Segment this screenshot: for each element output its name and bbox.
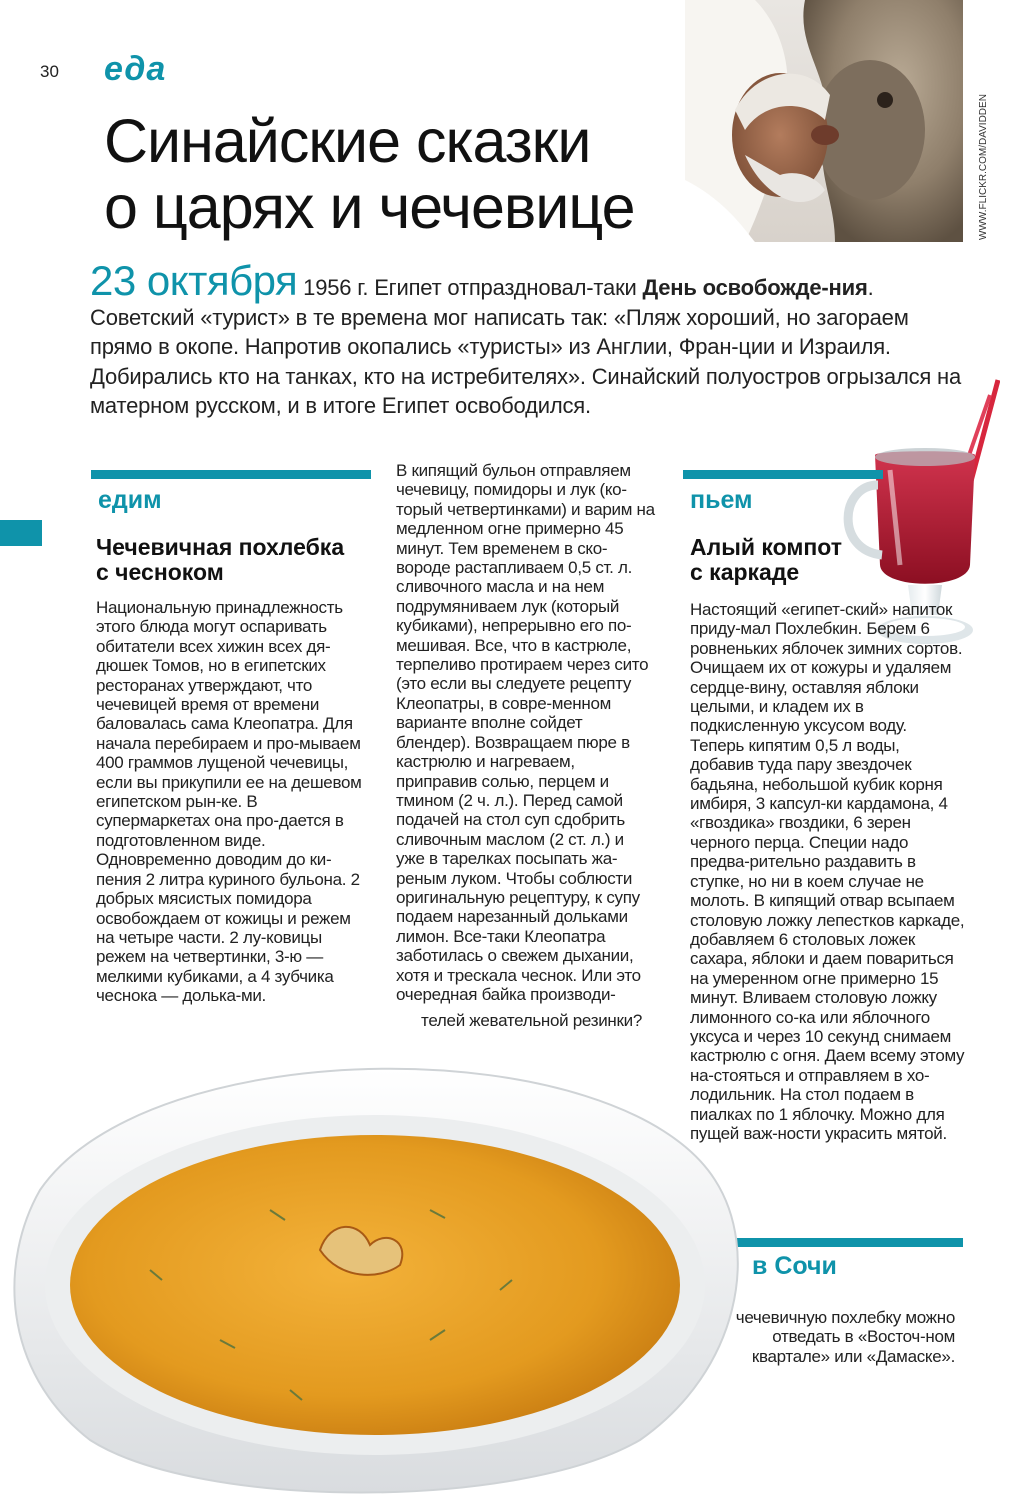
soup-text-part-1: Национальную принадлежность этого блюда могут оспаривать обитатели всех хижин всех дя-дюшек Томов, но в египетских ресторанах утверждают, что чечевицей время от времени баловалась сама Клеопатра. Для начала перебираем и про-мываем 400 граммов лущеной чечевицы, если вы прикупили ее на дешевом египетском рын-ке. В супермаркетах она про-дается в подготовленном виде. Одновременно доводим до ки-пения 2 литра куриного бульона. 2 добрых мясистых помидора освобождаем от кожицы и режем на четыре части. 2 лу-ковицы режем на четвертинки, 3-ю — мелкими кубиками, а 4 зубчика чеснока — долька-ми. [96, 598, 362, 1006]
eat-heading: едим [98, 486, 162, 514]
soup-text-part-2: В кипящий бульон отправляем чечевицу, помидоры и лук (ко-торый четвертинками) и варим на медленном огне примерно 45 минут. Тем временем в ско-вороде растапливаем 0,5 ст. л. сливочного масла и на нем подрумяниваем лук (который кубиками), непрерывно его по-мешивая. Все, что в кастрюле, терпеливо протираем через сито (это если вы следуете рецепту Клеопатры, в совре-менном варианте вполне сойдет блендер). Возвращаем пюре в кастрюлю и нагреваем, приправив солью, перцем и тмином (2 ч. л.). Перед самой подачей на стол суп сдобрить сливочным маслом (2 ст. л.) и уже в тарелках посыпать жа-реным луком. Чтобы соблюсти оригинальную рецептуру, к супу подаем нарезанный дольками лимон. Все-таки Клеопатра заботилась о свежем дыхании, хотя и трескала чеснок. Или это очередная байка производи- [396, 461, 655, 1004]
drink-title-line-1: Алый компот [690, 534, 842, 560]
intro-text-1: 1956 г. Египет отпраздновал-таки [297, 275, 643, 300]
headline-line-1: Синайские сказки [104, 107, 591, 175]
sochi-heading: в Сочи [752, 1252, 837, 1280]
photo-credit: WWW.FLICKR.COM/DAVIDDEN [978, 94, 989, 240]
soup-title [96, 535, 386, 585]
side-tab-marker [0, 520, 42, 546]
intro-bold: День освобожде-ния [642, 275, 868, 300]
sochi-text: чечевичную похлебку можно отведать в «Восточ-ном квартале» или «Дамаске». [735, 1308, 955, 1366]
drink-section-rule [683, 470, 883, 479]
drink-title [690, 535, 890, 585]
drink-heading: пьем [690, 486, 753, 514]
soup-bowl-photo [0, 1040, 760, 1500]
headline-line-2: о царях и чечевице [104, 173, 635, 241]
soup-title-line-2: с чесноком [96, 559, 224, 585]
soup-title-line-1: Чечевичная похлебка [96, 534, 345, 560]
intro-date: 23 октября [90, 257, 298, 304]
page-number: 30 [40, 62, 59, 81]
soup-text-ending: телей жевательной резинки? [421, 1011, 642, 1030]
drink-title-line-2: с каркаде [690, 559, 800, 585]
eat-section-rule [91, 470, 371, 479]
headline [104, 108, 824, 240]
section-label: еда [104, 50, 167, 88]
intro-text-2: . Советский «турист» в те времена мог написать так: «Пляж хороший, но загораем прямо в окопе. Напротив окопались «туристы» из Англии, Фран-ции и Израиля. Добирались кто на танках, кто на истребителях». Синайский полуостров огрызался на матерном русском, и в итоге Египет освободился. [90, 275, 961, 419]
drink-text: Настоящий «египет-ский» напиток приду-мал Похлебкин. Берем 6 ровненьких яблочек зимних сортов. Очищаем их от кожуры и удаляем сердце-вину, оставляя яблоки целыми, и кладем их в подкисленную уксусом воду. Теперь кипятим 0,5 л воды, добавив туда пару звездочек бадьяна, небольшой кубик корня имбиря, 3 капсул-ки кардамона, 4 «гвоздика» гвоздики, 6 зерен черного перца. Специи надо предва-рительно раздавить в ступке, но ни в коем случае не молоть. В кипящий отвар всыпаем столовую ложку лепестков каркаде, добавляем 6 столовых ложек сахара, яблоки и даем повариться на умеренном огне примерно 15 минут. Вливаем столовую ложку лимонного со-ка или яблочного уксуса и через 10 секунд снимаем кастрюлю с огня. Даем всему этому на-стояться и отправляем в хо-лодильник. На стол подаем в пиалках по 1 яблочку. Можно для пущей важ-ности украсить мятой. [690, 600, 965, 1143]
sochi-section-rule [731, 1238, 963, 1247]
